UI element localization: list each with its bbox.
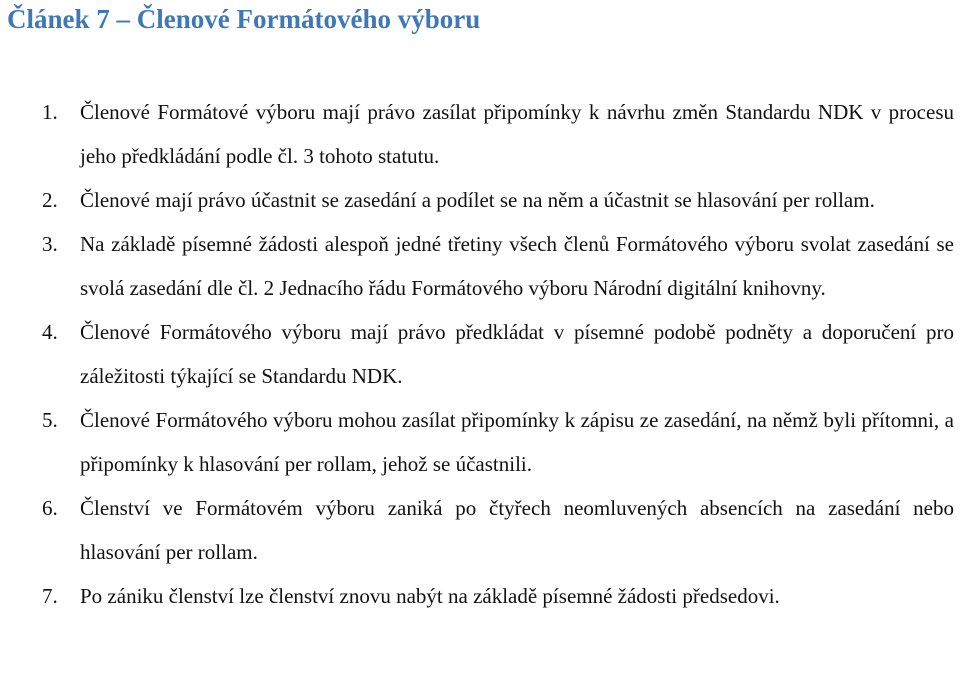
item-number: 1. (42, 100, 58, 124)
article-list (42, 90, 954, 618)
item-text: Po zániku členství lze členství znovu nabýt na základě písemné žádosti předsedovi. (80, 584, 780, 608)
item-text: Členové Formátového výboru mají právo předkládat v písemné podobě podněty a doporučení pro záležitosti týkající se Standardu NDK. (80, 320, 954, 388)
item-number: 7. (42, 584, 58, 608)
item-number: 6. (42, 496, 58, 520)
item-number: 2. (42, 188, 58, 212)
list-item (42, 486, 954, 574)
item-text: Členové Formátové výboru mají právo zasílat připomínky k návrhu změn Standardu NDK v procesu jeho předkládání podle čl. 3 tohoto statutu. (80, 100, 954, 168)
list-item (42, 398, 954, 486)
item-text: Členové mají právo účastnit se zasedání a podílet se na něm a účastnit se hlasování per rollam. (80, 188, 875, 212)
list-item (42, 574, 954, 618)
list-item (42, 90, 954, 178)
list-item (42, 178, 954, 222)
item-number: 4. (42, 320, 58, 344)
list-item (42, 222, 954, 310)
article-heading: Článek 7 – Členové Formátového výboru (7, 4, 481, 34)
item-text: Členové Formátového výboru mohou zasílat připomínky k zápisu ze zasedání, na němž byli přítomni, a připomínky k hlasování per rollam, jehož se účastnili. (80, 408, 954, 476)
item-text: Členství ve Formátovém výboru zaniká po čtyřech neomluvených absencích na zasedání nebo hlasování per rollam. (80, 496, 954, 564)
item-number: 3. (42, 232, 58, 256)
item-text: Na základě písemné žádosti alespoň jedné třetiny všech členů Formátového výboru svolat zasedání se svolá zasedání dle čl. 2 Jednacího řádu Formátového výboru Národní digitální knihovny. (80, 232, 954, 300)
item-number: 5. (42, 408, 58, 432)
list-item (42, 310, 954, 398)
